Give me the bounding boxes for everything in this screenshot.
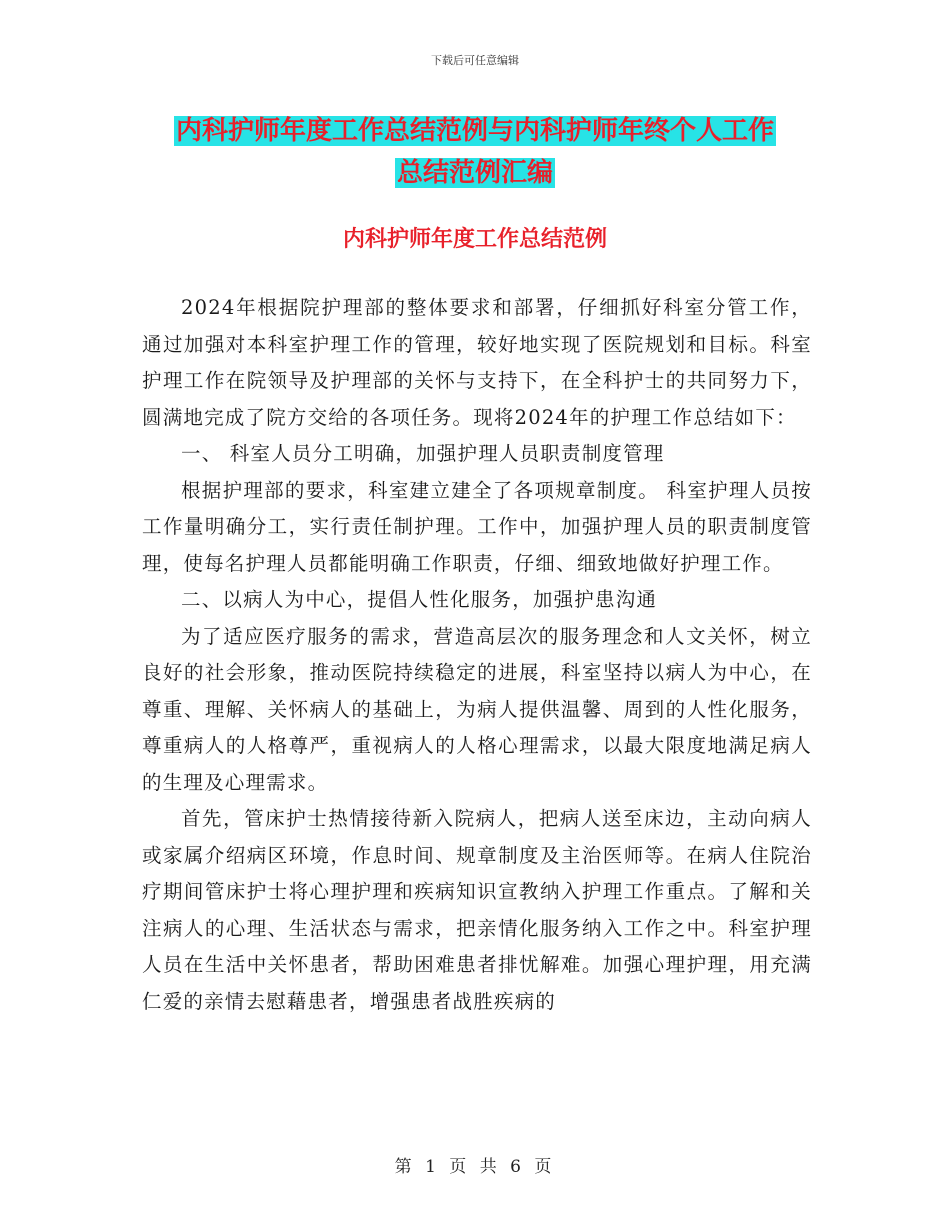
- paragraph-intro: 2024年根据院护理部的整体要求和部署，仔细抓好科室分管工作，通过加强对本科室护理工作的管理，较好地实现了医院规划和目标。科室护理工作在院领导及护理部的关怀与支持下，在全科护士的共同努力下，圆满地完成了院方交给的各项任务。现将2024年的护理工作总结如下：: [142, 296, 812, 429]
- paragraph-section-1: 根据护理部的要求，科室建立建全了各项规章制度。 科室护理人员按工作量明确分工，实行责任制护理。工作中，加强护理人员的职责制度管理，使每名护理人员都能明确工作职责，仔细、细致地做好护理工作。: [142, 478, 812, 575]
- page-header-note: 下载后可任意编辑: [431, 54, 519, 67]
- section-title: 内科护师年度工作总结范例: [342, 227, 607, 252]
- page-footer: 第 1 页 共 6 页: [394, 1157, 556, 1177]
- heading-section-1: 一、 科室人员分工明确，加强护理人员职责制度管理: [181, 442, 665, 465]
- document-title: [0, 110, 950, 194]
- document-body: [142, 290, 812, 1020]
- document-title-line-2: 总结范例汇编: [396, 158, 553, 188]
- paragraph-section-2: 为了适应医疗服务的需求，营造高层次的服务理念和人文关怀，树立良好的社会形象，推动医院持续稳定的进展，科室坚持以病人为中心，在尊重、理解、关怀病人的基础上，为病人提供温馨、周到的人性化服务，尊重病人的人格尊严，重视病人的人格心理需求，以最大限度地满足病人的生理及心理需求。: [142, 624, 812, 794]
- heading-section-2: 二、以病人为中心，提倡人性化服务，加强护患沟通: [181, 588, 658, 611]
- document-title-line-1: 内科护师年度工作总结范例与内科护师年终个人工作: [175, 116, 774, 146]
- paragraph-section-2-detail: 首先，管床护士热情接待新入院病人，把病人送至床边，主动向病人或家属介绍病区环境，作息时间、规章制度及主治医师等。在病人住院治疗期间管床护士将心理护理和疾病知识宣教纳入护理工作重点。了解和关注病人的心理、生活状态与需求，把亲情化服务纳入工作之中。科室护理人员在生活中关怀患者，帮助困难患者排忧解难。加强心理护理，用充满仁爱的亲情去慰藉患者，增强患者战胜疾病的: [142, 807, 812, 1013]
